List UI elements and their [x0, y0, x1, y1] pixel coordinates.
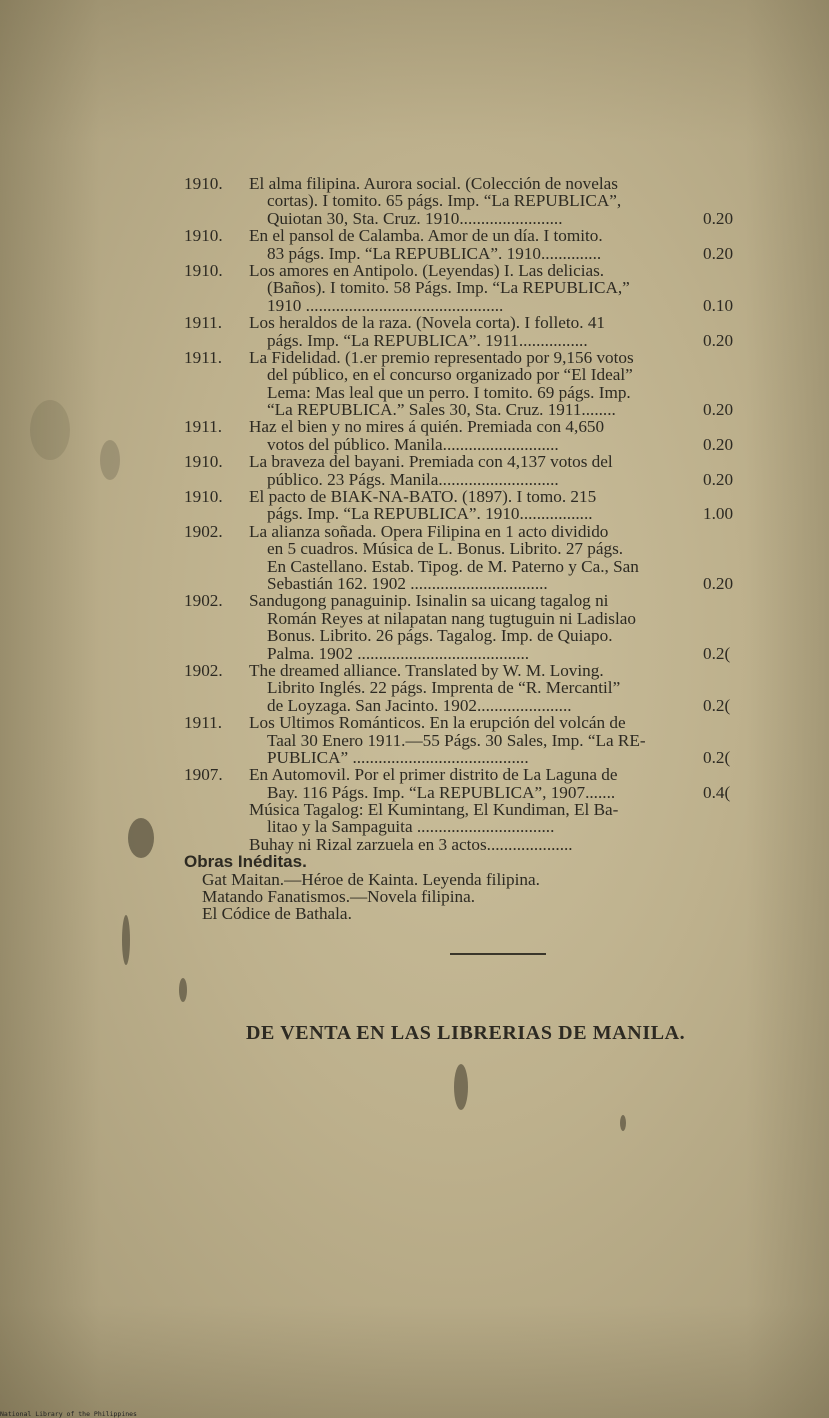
entry-text: de Loyzaga. San Jacinto. 1902...................... — [267, 695, 572, 715]
catalog-entry — [184, 453, 824, 488]
entry-text: págs. Imp. “La REPUBLICA”. 1911................ — [267, 330, 588, 350]
entry-line — [249, 575, 824, 592]
entry-line — [249, 418, 824, 435]
entry-line — [249, 627, 824, 644]
entry-line — [249, 349, 824, 366]
entry-text: Los heraldos de la raza. (Novela corta). I folleto. 41 — [249, 313, 606, 333]
entry-year: 1902. — [184, 591, 223, 611]
entry-year: 1910. — [184, 174, 223, 193]
entry-text: Librito Inglés. 22 págs. Imprenta de “R. Mercantil” — [267, 678, 621, 698]
divider-rule — [450, 953, 546, 955]
entry-text: público. 23 Págs. Manila............................ — [267, 469, 559, 489]
entry-line — [249, 766, 824, 783]
entry-text: 83 págs. Imp. “La REPUBLICA”. 1910.............. — [267, 243, 602, 263]
entry-text: 1910 .............................................. — [267, 295, 504, 315]
entry-text: Sandugong panaguinip. Isinalin sa uicang tagalog ni — [249, 591, 609, 611]
entry-text: Taal 30 Enero 1911.—55 Págs. 30 Sales, Imp. “La RE- — [267, 730, 646, 750]
catalog-entry — [184, 488, 824, 523]
entry-text: The dreamed alliance. Translated by W. M. Loving. — [249, 660, 604, 680]
entry-price: 0.20 — [703, 208, 734, 228]
entry-text: Lema: Mas leal que un perro. I tomito. 69 págs. Imp. — [267, 382, 631, 402]
entry-text: El pacto de BIAK-NA-BATO. (1897). I tomo. 215 — [249, 487, 597, 507]
entry-year: 1902. — [184, 521, 223, 541]
catalog-entry — [184, 592, 824, 662]
entry-text: PUBLICA” ......................................... — [267, 747, 529, 767]
entry-text: Bonus. Librito. 26 págs. Tagalog. Imp. de Quiapo. — [267, 626, 613, 646]
entry-price: 0.20 — [703, 243, 734, 263]
catalog-entry — [184, 418, 824, 453]
entry-text: cortas). I tomito. 65 págs. Imp. “La REPUBLICA”, — [267, 191, 622, 211]
inedita-item: El Códice de Bathala. — [202, 904, 352, 924]
entry-text: Los amores en Antipolo. (Leyendas) I. Las delicias. — [249, 260, 605, 280]
entry-line — [249, 314, 824, 331]
entry-line — [249, 488, 824, 505]
entry-text: págs. Imp. “La REPUBLICA”. 1910................. — [267, 504, 593, 524]
ink-blot — [454, 1064, 468, 1110]
entry-line — [249, 540, 824, 557]
entry-price: 0.10 — [703, 295, 734, 315]
catalog-entry — [184, 175, 824, 227]
entry-year: 1910. — [184, 452, 223, 472]
inedita-item: Gat Maitan.—Héroe de Kainta. Leyenda filipina. — [202, 869, 540, 889]
music-line: litao y la Sampaguita ................................ — [267, 817, 555, 837]
entry-price: 0.4( — [703, 782, 731, 802]
entry-line — [249, 192, 824, 209]
entry-text: El alma filipina. Aurora social. (Colección de novelas — [249, 174, 618, 193]
entry-text: Quiotan 30, Sta. Cruz. 1910........................ — [267, 208, 563, 228]
entry-text: Román Reyes at nilapatan nang tugtuguin ni Ladislao — [267, 608, 636, 628]
catalog-entry — [184, 766, 824, 801]
entry-price: 0.20 — [703, 400, 734, 420]
ineditas-heading: Obras Inéditas. — [184, 852, 307, 872]
ink-blot — [128, 818, 154, 858]
entry-line — [249, 714, 824, 731]
entry-year: 1911. — [184, 313, 223, 333]
catalog-entry — [184, 262, 824, 314]
entry-price: 0.2( — [703, 643, 731, 663]
entry-line — [249, 749, 824, 766]
entry-line — [249, 558, 824, 575]
entry-price: 0.20 — [703, 573, 734, 593]
entry-text: En el pansol de Calamba. Amor de un día. I tomito. — [249, 226, 603, 246]
entry-price: 0.2( — [703, 695, 731, 715]
entry-text: La Fidelidad. (1.er premio representado por 9,156 votos — [249, 347, 634, 367]
catalog-entry — [184, 349, 824, 419]
entry-line — [249, 523, 824, 540]
entry-line — [249, 210, 824, 227]
entry-year: 1911. — [184, 713, 223, 733]
catalog-entry — [184, 714, 824, 766]
entry-line — [249, 662, 824, 679]
entry-line — [249, 401, 824, 418]
entry-text: En Castellano. Estab. Tipog. de M. Paterno y Ca., San — [267, 556, 639, 576]
ink-blot — [100, 440, 120, 480]
entry-line — [249, 471, 824, 488]
entry-year: 1910. — [184, 226, 223, 246]
entry-text: La alianza soñada. Opera Filipina en 1 acto dividido — [249, 521, 609, 541]
entry-line — [249, 262, 824, 279]
entry-line — [249, 175, 824, 192]
entry-text: “La REPUBLICA.” Sales 30, Sta. Cruz. 1911........ — [267, 400, 616, 420]
music-line: Música Tagalog: El Kumintang, El Kundiman, El Ba- — [249, 800, 619, 820]
entry-line — [249, 297, 824, 314]
entry-line — [249, 505, 824, 522]
ink-blot — [30, 400, 70, 460]
entry-line — [249, 592, 824, 609]
catalog-entry — [184, 662, 824, 714]
entry-price: 0.20 — [703, 434, 734, 454]
entry-line — [249, 245, 824, 262]
entry-year: 1907. — [184, 765, 223, 785]
catalog-entry — [184, 523, 824, 593]
entries-container — [184, 175, 824, 801]
music-line: Buhay ni Rizal zarzuela en 3 actos.................... — [249, 834, 573, 854]
catalog-list — [184, 175, 824, 923]
ink-blot — [122, 915, 130, 965]
entry-year: 1911. — [184, 417, 223, 437]
library-credit: National Library of the Philippines — [0, 1410, 137, 1418]
ink-blot — [620, 1115, 626, 1131]
entry-line — [249, 784, 824, 801]
entry-text: (Baños). I tomito. 58 Págs. Imp. “La REPUBLICA,” — [267, 278, 630, 298]
entry-line — [249, 384, 824, 401]
entry-text: Haz el bien y no mires á quién. Premiada con 4,650 — [249, 417, 605, 437]
entry-line — [249, 645, 824, 662]
entry-year: 1902. — [184, 660, 223, 680]
entry-text: del público, en el concurso organizado por “El Ideal” — [267, 365, 633, 385]
entry-line — [249, 279, 824, 296]
inedita-item: Matando Fanatismos.—Novela filipina. — [202, 887, 476, 907]
music-entries — [184, 801, 824, 853]
entry-text: en 5 cuadros. Música de L. Bonus. Librito. 27 págs. — [267, 539, 624, 559]
entry-line — [249, 453, 824, 470]
sale-notice: DE VENTA EN LAS LIBRERIAS DE MANILA. — [246, 1022, 686, 1044]
ink-blot — [179, 978, 187, 1002]
entry-text: La braveza del bayani. Premiada con 4,137 votos del — [249, 452, 613, 472]
entry-price: 0.20 — [703, 330, 734, 350]
catalog-entry — [184, 227, 824, 262]
entry-line — [249, 332, 824, 349]
entry-line — [249, 732, 824, 749]
entry-line — [249, 697, 824, 714]
entry-line — [249, 227, 824, 244]
entry-year: 1910. — [184, 487, 223, 507]
entry-line — [249, 610, 824, 627]
entry-line — [249, 436, 824, 453]
ineditas-list — [184, 871, 824, 923]
entry-text: votos del público. Manila........................... — [267, 434, 559, 454]
entry-year: 1911. — [184, 347, 223, 367]
entry-line — [249, 679, 824, 696]
entry-price: 0.20 — [703, 469, 734, 489]
entry-year: 1910. — [184, 260, 223, 280]
catalog-entry — [184, 314, 824, 349]
entry-text: Los Ultimos Románticos. En la erupción del volcán de — [249, 713, 626, 733]
entry-text: Sebastián 162. 1902 ................................ — [267, 573, 548, 593]
entry-price: 1.00 — [703, 504, 734, 524]
entry-text: Palma. 1902 ........................................ — [267, 643, 530, 663]
entry-line — [249, 366, 824, 383]
entry-price: 0.2( — [703, 747, 731, 767]
entry-text: En Automovil. Por el primer distrito de La Laguna de — [249, 765, 618, 785]
entry-text: Bay. 116 Págs. Imp. “La REPUBLICA”, 1907....... — [267, 782, 616, 802]
